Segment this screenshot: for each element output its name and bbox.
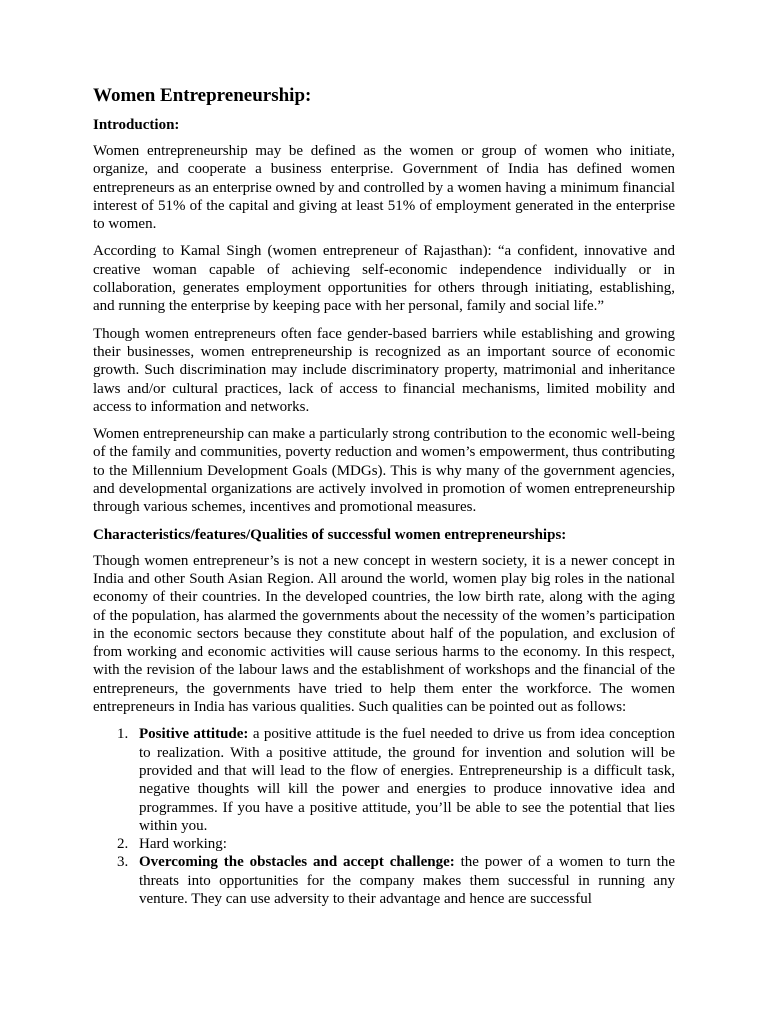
quality-item-3 — [93, 853, 675, 908]
quality-heading: Positive attitude: — [139, 726, 249, 743]
quality-item-2 — [93, 835, 675, 853]
quality-number: 3. — [117, 854, 129, 871]
quality-item-1 — [93, 725, 675, 835]
quality-heading: Overcoming the obstacles and accept challenge: — [139, 854, 455, 871]
quality-text: the power of a women to turn the threats into opportunities for the company makes them successful in running any venture. They can use adversity to their advantage and hence are successful — [139, 854, 675, 907]
intro-paragraph-4: Women entrepreneurship can make a particularly strong contribution to the economic well-being of the family and communities, poverty reduction and women’s empowerment, thus contributing to the Millennium Development Goals (MDGs). This is why many of the government agencies, and developmental organizations are actively involved in promotion of women entrepreneurship through various schemes, incentives and promotional measures. — [93, 426, 675, 516]
characteristics-paragraph: Though women entrepreneur’s is not a new concept in western society, it is a newer concept in India and other South Asian Region. All around the world, women play big roles in the national economy of their countries. In the developed countries, the low birth rate, along with the aging of the population, has alarmed the governments about the necessity of the women’s participation in the economic sectors because they constitute about half of the population, and exclusion of from working and economic activities will cause serious harms to the economy. In this respect, with the revision of the labour laws and the establishment of workshops and the financial of the entrepreneurs, the governments have tried to help them enter the workforce. The women entrepreneurs in India has various qualities. Such qualities can be pointed out as follows: — [93, 552, 675, 716]
characteristics-heading: Characteristics/features/Qualities of successful women entrepreneurships: — [93, 526, 567, 543]
qualities-list — [93, 725, 675, 908]
intro-paragraph-3: Though women entrepreneurs often face gender-based barriers while establishing and growing their businesses, women entrepreneurship is recognized as an important source of economic growth. Such discrimination may include discriminatory property, matrimonial and inheritance laws and/or cultural practices, lack of access to financial mechanisms, limited mobility and access to information and networks. — [93, 325, 675, 415]
document-title: Women Entrepreneurship: — [93, 85, 312, 106]
document-page — [93, 84, 675, 1014]
quality-number: 1. — [117, 726, 129, 743]
quality-text: a positive attitude is the fuel needed to drive us from idea conception to realization. With a positive attitude, the ground for invention and solution will be provided and that will lead to the flow of energies. Entrepreneurship is a difficult task, negative thoughts will kill the power and energies to produce innovative idea and programmes. If you have a positive attitude, you’ll be able to see the potential that lies within you. — [139, 726, 675, 834]
quality-text: Hard working: — [139, 836, 227, 853]
introduction-heading: Introduction: — [93, 117, 180, 133]
intro-paragraph-1: Women entrepreneurship may be defined as the women or group of women who initiate, organize, and cooperate a business enterprise. Government of India has defined women entrepreneurs as an enterprise owned by and controlled by a women having a minimum financial interest of 51% of the capital and giving at least 51% of employment generated in the enterprise to women. — [93, 143, 675, 233]
intro-paragraph-2: According to Kamal Singh (women entrepreneur of Rajasthan): “a confident, innovative and creative woman capable of achieving self-economic independence individually or in collaboration, generates employment opportunities for others through initiating, establishing, and running the enterprise by keeping pace with her personal, family and social life.” — [93, 243, 675, 315]
quality-number: 2. — [117, 836, 129, 853]
